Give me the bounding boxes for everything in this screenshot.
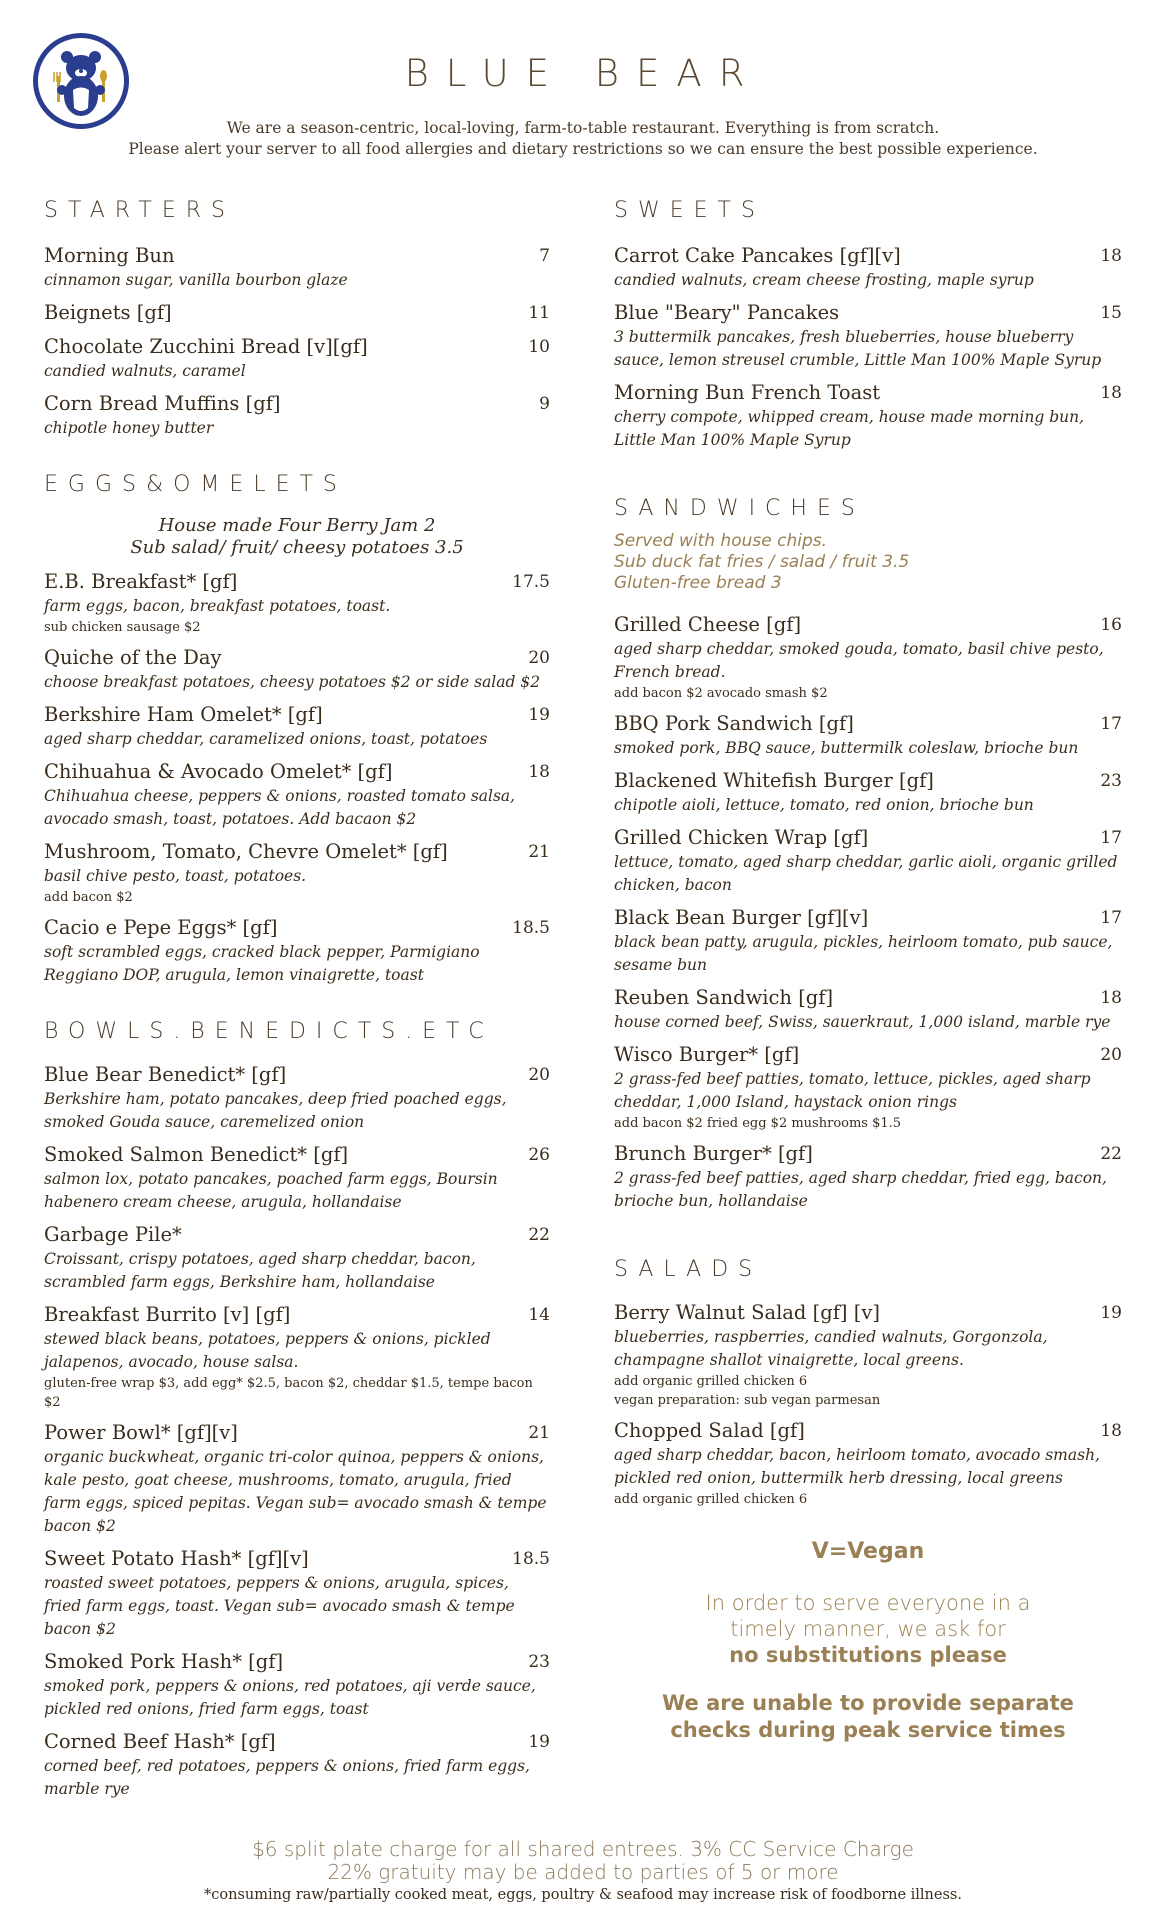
item-name: Chopped Salad [gf] xyxy=(614,1419,805,1442)
menu-item xyxy=(44,1546,550,1641)
menu-item xyxy=(44,1420,550,1538)
item-name: Breakfast Burrito [v] [gf] xyxy=(44,1303,291,1326)
item-desc: 2 grass-fed beef patties, aged sharp cheddar, fried egg, bacon, brioche bun, hollandaise xyxy=(614,1169,1107,1210)
sandwich-notes xyxy=(614,531,1122,594)
item-desc: lettuce, tomato, aged sharp cheddar, garlic aioli, organic grilled chicken, bacon xyxy=(614,853,1118,894)
item-desc: choose breakfast potatoes, cheesy potatoes $2 or side salad $2 xyxy=(44,673,541,691)
item-name: Blue "Beary" Pancakes xyxy=(614,301,840,324)
item-desc: organic buckwheat, organic tri-color quinoa, peppers & onions, kale pesto, goat cheese, mushrooms, tomato, arugula, fried farm eggs, spiced pepitas. Vegan sub= avocado smash & tempe bacon $2 xyxy=(44,1448,547,1535)
jam-note: House made Four Berry Jam 2 xyxy=(158,515,436,536)
item-price: 19 xyxy=(528,1732,550,1752)
notice-line: timely manner, we ask for xyxy=(730,1617,1006,1641)
section-title-sweets: SWEETS xyxy=(614,198,765,223)
intro xyxy=(0,118,1166,160)
left-column xyxy=(44,198,550,1801)
item-name: Garbage Pile* xyxy=(44,1223,182,1246)
item-price: 20 xyxy=(1100,1045,1122,1065)
item-name: Smoked Salmon Benedict* [gf] xyxy=(44,1143,349,1166)
menu-item xyxy=(44,1222,550,1294)
item-desc: stewed black beans, potatoes, peppers & onions, pickled jalapenos, avocado, house salsa. xyxy=(44,1330,491,1371)
footer-line: 22% gratuity may be added to parties of 5 or more xyxy=(327,1860,839,1884)
item-desc: Berkshire ham, potato pancakes, deep fried poached eggs, smoked Gouda sauce, caremelized onion xyxy=(44,1090,507,1131)
item-price: 18 xyxy=(1100,246,1122,266)
item-price: 14 xyxy=(528,1305,550,1325)
item-name: Grilled Cheese [gf] xyxy=(614,613,802,636)
menu-item xyxy=(614,612,1122,703)
item-name: Carrot Cake Pancakes [gf][v] xyxy=(614,244,901,267)
item-desc: salmon lox, potato pancakes, poached farm eggs, Boursin habenero cream cheese, arugula, hollandaise xyxy=(44,1170,498,1211)
menu-item xyxy=(614,1300,1122,1410)
item-price: 17 xyxy=(1100,828,1122,848)
item-name: Wisco Burger* [gf] xyxy=(614,1043,800,1066)
item-price: 18.5 xyxy=(512,1549,550,1569)
item-note: add organic grilled chicken 6 xyxy=(614,1374,808,1389)
section-title-bowls: BOWLS.BENEDICTS.ETC xyxy=(44,1019,494,1044)
item-name: Reuben Sandwich [gf] xyxy=(614,986,834,1009)
menu-item xyxy=(44,1302,550,1412)
item-desc: aged sharp cheddar, caramelized onions, toast, potatoes xyxy=(44,730,488,748)
item-price: 20 xyxy=(528,1065,550,1085)
item-desc: Croissant, crispy potatoes, aged sharp cheddar, bacon, scrambled farm eggs, Berkshire ham, hollandaise xyxy=(44,1250,476,1291)
item-desc: soft scrambled eggs, cracked black pepper, Parmigiano Reggiano DOP, arugula, lemon vinaigrette, toast xyxy=(44,943,480,984)
menu-item xyxy=(614,380,1122,452)
menu-item xyxy=(614,768,1122,817)
item-name: Grilled Chicken Wrap [gf] xyxy=(614,826,869,849)
item-name: Chihuahua & Avocado Omelet* [gf] xyxy=(44,760,393,783)
menu-item xyxy=(614,1418,1122,1509)
footer xyxy=(0,1838,1166,1884)
item-name: BBQ Pork Sandwich [gf] xyxy=(614,712,854,735)
notice-line: checks during peak service times xyxy=(670,1718,1066,1742)
item-desc: aged sharp cheddar, bacon, heirloom tomato, avocado smash, pickled red onion, buttermilk herb dressing, local greens xyxy=(614,1446,1100,1487)
menu-item xyxy=(614,1141,1122,1213)
item-name: Cacio e Pepe Eggs* [gf] xyxy=(44,916,278,939)
menu-item xyxy=(614,243,1122,292)
item-price: 7 xyxy=(539,246,550,266)
menu-item xyxy=(44,702,550,751)
section-title-starters: STARTERS xyxy=(44,198,236,223)
menu-item xyxy=(44,645,550,694)
notice-line: In order to serve everyone in a xyxy=(705,1591,1031,1615)
section-title-eggs: EGGS&OMELETS xyxy=(44,472,347,497)
item-desc: farm eggs, bacon, breakfast potatoes, toast. xyxy=(44,597,391,615)
item-name: Brunch Burger* [gf] xyxy=(614,1142,813,1165)
item-name: Blackened Whitefish Burger [gf] xyxy=(614,769,934,792)
item-note: add organic grilled chicken 6 xyxy=(614,1492,808,1507)
menu-item xyxy=(614,300,1122,372)
right-column xyxy=(614,198,1122,1744)
item-price: 17 xyxy=(1100,908,1122,928)
vegan-legend: V=Vegan xyxy=(811,1539,925,1564)
item-desc: smoked pork, peppers & onions, red potatoes, aji verde sauce, pickled red onions, fried farm eggs, toast xyxy=(44,1677,536,1718)
item-price: 19 xyxy=(528,705,550,725)
item-name: Black Bean Burger [gf][v] xyxy=(614,906,869,929)
item-desc: corned beef, red potatoes, peppers & onions, fried farm eggs, marble rye xyxy=(44,1757,530,1798)
checks-notice xyxy=(614,1690,1122,1744)
item-price: 16 xyxy=(1100,615,1122,635)
item-note: vegan preparation: sub vegan parmesan xyxy=(614,1393,881,1408)
item-price: 22 xyxy=(528,1225,550,1245)
item-desc: roasted sweet potatoes, peppers & onions, arugula, spices, fried farm eggs, toast. Vegan sub= avocado smash & tempe bacon $2 xyxy=(44,1574,515,1638)
item-price: 11 xyxy=(528,303,550,323)
sandwich-note: Served with house chips. xyxy=(614,531,827,551)
item-price: 18 xyxy=(1100,988,1122,1008)
menu-item xyxy=(44,569,550,637)
menu-item xyxy=(614,1042,1122,1133)
item-name: Morning Bun French Toast xyxy=(614,381,881,404)
item-name: E.B. Breakfast* [gf] xyxy=(44,570,238,593)
item-desc: chipotle aioli, lettuce, tomato, red onion, brioche bun xyxy=(614,796,1034,814)
foodborne-warning: *consuming raw/partially cooked meat, eggs, poultry & seafood may increase risk of foodborne illness. xyxy=(204,1887,962,1903)
item-price: 20 xyxy=(528,648,550,668)
item-desc: chipotle honey butter xyxy=(44,419,214,437)
item-name: Berry Walnut Salad [gf] [v] xyxy=(614,1301,880,1324)
substitution-notice xyxy=(614,1590,1122,1668)
item-price: 17.5 xyxy=(512,572,550,592)
item-price: 18 xyxy=(1100,383,1122,403)
intro-line: Please alert your server to all food allergies and dietary restrictions so we can ensure the best possible experience. xyxy=(128,140,1038,158)
item-price: 23 xyxy=(1100,771,1122,791)
item-note: add bacon $2 avocado smash $2 xyxy=(614,686,828,701)
item-price: 19 xyxy=(1100,1303,1122,1323)
item-name: Corned Beef Hash* [gf] xyxy=(44,1730,276,1753)
menu-item xyxy=(614,985,1122,1034)
item-note: add bacon $2 xyxy=(44,890,133,905)
menu-item xyxy=(44,1729,550,1801)
item-price: 17 xyxy=(1100,714,1122,734)
section-title-sandwiches: SANDWICHES xyxy=(614,496,865,521)
item-desc: aged sharp cheddar, smoked gouda, tomato, basil chive pesto, French bread. xyxy=(614,640,1104,681)
menu-item xyxy=(614,825,1122,897)
menu-item xyxy=(44,243,550,292)
item-desc: candied walnuts, cream cheese frosting, maple syrup xyxy=(614,271,1034,289)
item-name: Quiche of the Day xyxy=(44,646,222,669)
footer-line: $6 split plate charge for all shared entrees. 3% CC Service Charge xyxy=(252,1837,914,1861)
menu-item xyxy=(44,1142,550,1214)
menu-item xyxy=(44,1649,550,1721)
menu-item xyxy=(44,391,550,440)
item-name: Mushroom, Tomato, Chevre Omelet* [gf] xyxy=(44,840,448,863)
item-name: Smoked Pork Hash* [gf] xyxy=(44,1650,284,1673)
item-name: Berkshire Ham Omelet* [gf] xyxy=(44,703,323,726)
item-desc: cinnamon sugar, vanilla bourbon glaze xyxy=(44,271,348,289)
item-desc: smoked pork, BBQ sauce, buttermilk coleslaw, brioche bun xyxy=(614,739,1079,757)
item-note: gluten-free wrap $3, add egg* $2.5, bacon $2, cheddar $1.5, tempe bacon $2 xyxy=(44,1376,533,1410)
item-name: Chocolate Zucchini Bread [v][gf] xyxy=(44,335,368,358)
item-name: Corn Bread Muffins [gf] xyxy=(44,392,281,415)
sub-note: Sub salad/ fruit/ cheesy potatoes 3.5 xyxy=(130,537,464,558)
menu-item xyxy=(44,759,550,831)
item-price: 18 xyxy=(528,762,550,782)
item-desc: 2 grass-fed beef patties, tomato, lettuce, pickles, aged sharp cheddar, 1,000 Island, haystack onion rings xyxy=(614,1070,1091,1111)
item-desc: candied walnuts, caramel xyxy=(44,362,246,380)
item-name: Beignets [gf] xyxy=(44,301,172,324)
item-price: 9 xyxy=(539,394,550,414)
item-desc: house corned beef, Swiss, sauerkraut, 1,000 island, marble rye xyxy=(614,1013,1111,1031)
item-price: 22 xyxy=(1100,1144,1122,1164)
item-price: 21 xyxy=(528,842,550,862)
menu-item xyxy=(44,839,550,907)
intro-line: We are a season-centric, local-loving, farm-to-table restaurant. Everything is from scratch. xyxy=(226,119,940,137)
item-desc: basil chive pesto, toast, potatoes. xyxy=(44,867,307,885)
notice-line: no substitutions please xyxy=(729,1643,1007,1667)
sandwich-note: Sub duck fat fries / salad / fruit 3.5 xyxy=(614,552,910,572)
item-desc: cherry compote, whipped cream, house made morning bun, Little Man 100% Maple Syrup xyxy=(614,408,1085,449)
sandwich-note: Gluten-free bread 3 xyxy=(614,573,782,593)
section-title-salads: SALADS xyxy=(614,1257,763,1282)
item-desc: blueberries, raspberries, candied walnuts, Gorgonzola, champagne shallot vinaigrette, local greens. xyxy=(614,1328,1048,1369)
item-price: 10 xyxy=(528,337,550,357)
menu-item xyxy=(44,300,550,326)
item-price: 18 xyxy=(1100,1421,1122,1441)
restaurant-name: BLUE BEAR xyxy=(404,52,762,95)
item-name: Morning Bun xyxy=(44,244,175,267)
item-note: add bacon $2 fried egg $2 mushrooms $1.5 xyxy=(614,1116,902,1131)
menu-item xyxy=(614,905,1122,977)
item-name: Blue Bear Benedict* [gf] xyxy=(44,1063,287,1086)
item-desc: Chihuahua cheese, peppers & onions, roasted tomato salsa, avocado smash, toast, potatoes. Add bacaon $2 xyxy=(44,787,516,828)
menu-item xyxy=(614,711,1122,760)
item-price: 18.5 xyxy=(512,918,550,938)
item-name: Sweet Potato Hash* [gf][v] xyxy=(44,1547,309,1570)
notice-line: We are unable to provide separate xyxy=(662,1691,1074,1715)
item-price: 23 xyxy=(528,1652,550,1672)
item-desc: 3 buttermilk pancakes, fresh blueberries, house blueberry sauce, lemon streusel crumble, Little Man 100% Maple Syrup xyxy=(614,328,1102,369)
item-note: sub chicken sausage $2 xyxy=(44,620,201,635)
menu-item xyxy=(44,1062,550,1134)
item-price: 21 xyxy=(528,1423,550,1443)
menu-item xyxy=(44,915,550,987)
item-price: 26 xyxy=(528,1145,550,1165)
item-price: 15 xyxy=(1100,303,1122,323)
item-name: Power Bowl* [gf][v] xyxy=(44,1421,238,1444)
menu-item xyxy=(44,334,550,383)
item-desc: black bean patty, arugula, pickles, heirloom tomato, pub sauce, sesame bun xyxy=(614,933,1113,974)
